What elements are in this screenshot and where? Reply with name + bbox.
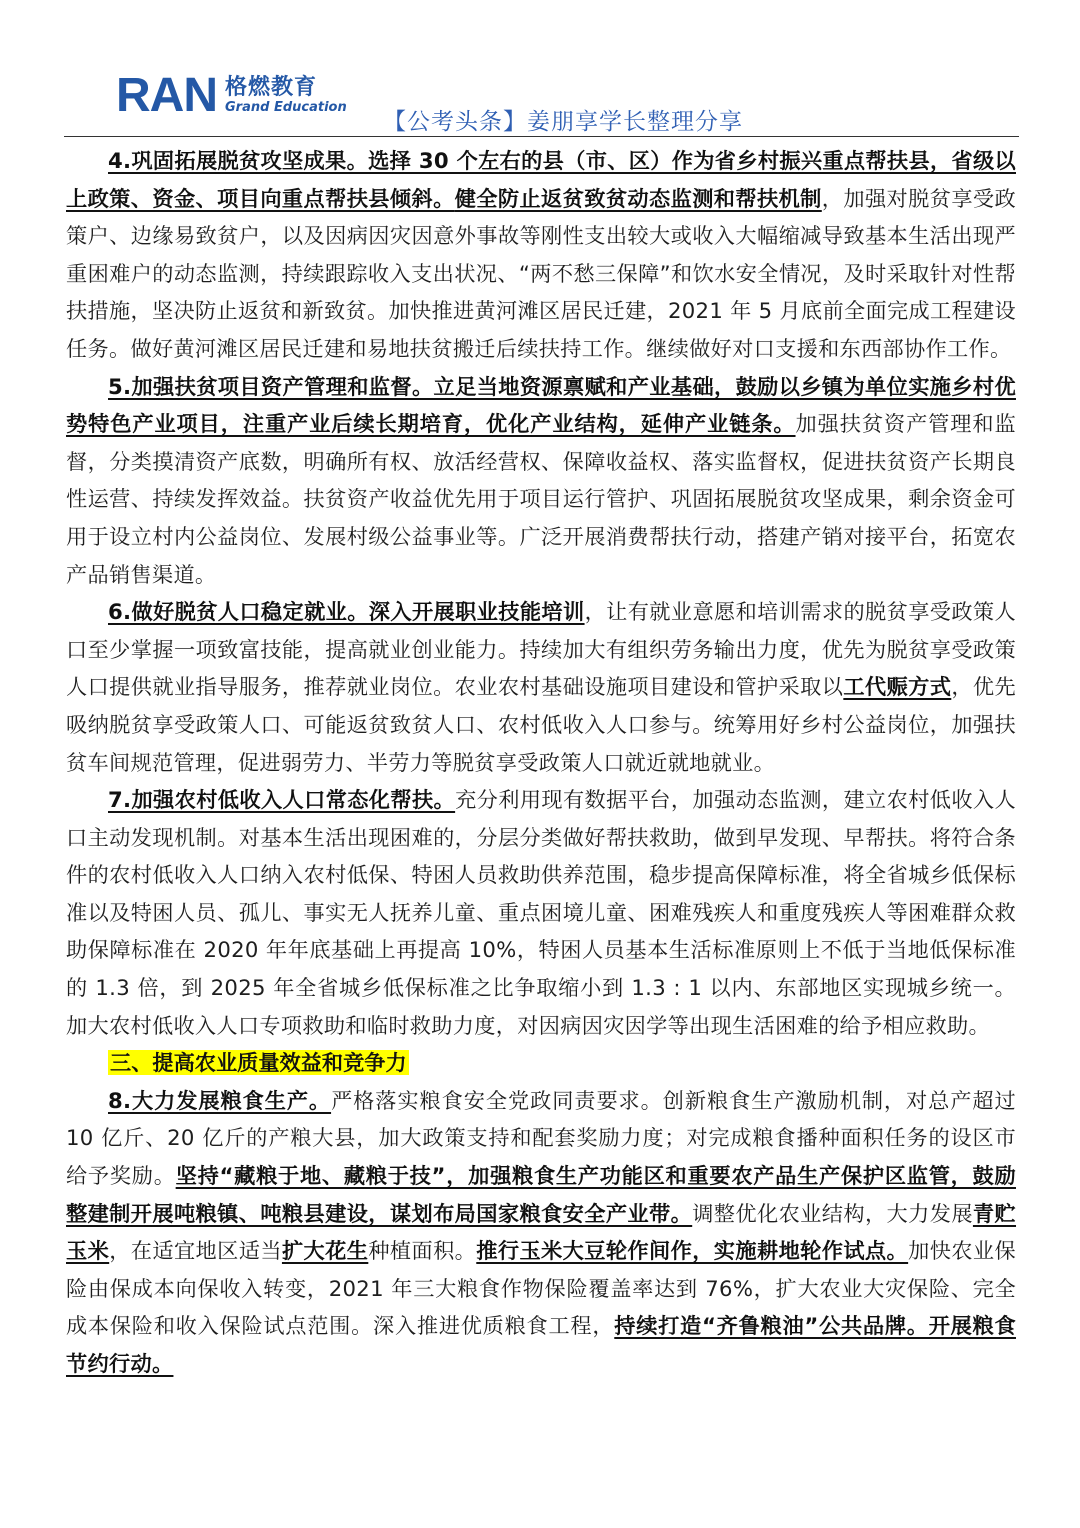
logo-wordmark: RAN xyxy=(116,69,217,122)
header-divider xyxy=(64,136,1019,137)
brand-logo xyxy=(116,69,347,122)
p5-bold-heading: 5.加强扶贫项目资产管理和监督。立足当地资源禀赋和产业基础，鼓励以乡镇为单位实施乡村优势特色产业项目，注重产业后续长期培育，优化产业结构，延伸产业链条。 xyxy=(66,373,1016,437)
p8-bold-grain-policy: 坚持“藏粮于地、藏粮于技”，加强粮食生产功能区和重要农产品生产保护区监管，鼓励整建制开展吨粮镇、吨粮县建设，谋划布局国家粮食安全产业带。 xyxy=(66,1163,1016,1226)
p8-text-a: 严格落实粮食安全党政同责要求。创新粮食生产激励机制，对总产超过 10 亿斤、20 亿斤的产粮大县，加大政策支持和配套奖励力度；对完成粮食播种面积任务的设区市给予奖励。 xyxy=(66,1087,1016,1189)
p8-text-b: 调整优化农业结构，大力发展 xyxy=(692,1200,973,1226)
p6-bold-work-relief: 工代赈方式 xyxy=(843,674,952,700)
p4-bold-heading: 4.巩固拓展脱贫攻坚成果。选择 30 个左右的县（市、区）作为省乡村振兴重点帮扶县，省级以上政策、资金、项目向重点帮扶县倾斜。 xyxy=(66,148,1016,211)
p8-text-c: ，在适宜地区适当 xyxy=(109,1238,282,1264)
p4-bold-mechanism: 健全防止返贫致贫动态监测和帮扶机制 xyxy=(454,185,822,211)
p7-bold-heading: 7.加强农村低收入人口常态化帮扶。 xyxy=(108,787,456,813)
p8-bold-peanut: 扩大花生 xyxy=(281,1238,369,1264)
p8-text-e: 加快农业保险由保成本向保收入转变，2021 年三大粮食作物保险覆盖率达到 76%，扩大农业大灾保险、完全成本保险和收入保险试点范围。深入推进优质粮食工程， xyxy=(66,1238,1016,1339)
p4-text: ，加强对脱贫享受政策户、边缘易致贫户，以及因病因灾因意外事故等刚性支出较大或收入大幅缩减导致基本生活出现严重困难户的动态监测，持续跟踪收入支出状况、“两不愁三保障”和饮水安全情况，及时采取针对性帮扶措施，坚决防止返贫和新致贫。加快推进黄河滩区居民迁建，2021 年 5 月底前全面完成工程建设任务。做好黄河滩区居民迁建和易地扶贫搬迁后续扶持工作。继续做好对口支援和东西部协作工作。 xyxy=(66,185,1017,361)
paragraph-4 xyxy=(66,142,1016,368)
paragraph-8 xyxy=(66,1082,1016,1383)
p5-text: 加强扶贫资产管理和监督，分类摸清资产底数，明确所有权、放活经营权、保障收益权、落实监督权，促进扶贫资产长期良性运营、持续发挥效益。扶贫资产收益优先用于项目运行管护、巩固拓展脱贫攻坚成果，剩余资金可用于设立村内公益岗位、发展村级公益事业等。广泛开展消费帮扶行动，搭建产销对接平台，拓宽农产品销售渠道。 xyxy=(66,411,1016,587)
page-header xyxy=(0,0,1080,140)
logo-chinese-name: 格燃教育 xyxy=(225,75,318,100)
section-3-title: 三、提高农业质量效益和竞争力 xyxy=(110,1050,407,1076)
header-tagline: 【公考头条】姜朋享学长整理分享 xyxy=(383,109,743,135)
paragraph-7 xyxy=(66,781,1016,1044)
paragraph-5 xyxy=(66,368,1016,594)
p8-bold-brand: 持续打造“齐鲁粮油”公共品牌。开展粮食节约行动。 xyxy=(66,1313,1016,1376)
document-body xyxy=(66,142,1016,1383)
section-heading-3 xyxy=(66,1044,1016,1082)
paragraph-6 xyxy=(66,593,1016,781)
p8-bold-silage-corn: 青贮玉米 xyxy=(66,1200,1017,1264)
p6-text-b: ，优先吸纳脱贫享受政策人口、可能返贫致贫人口、农村低收入人口参与。统筹用好乡村公益岗位，加强扶贫车间规范管理，促进弱劳力、半劳力等脱贫享受政策人口就近就地就业。 xyxy=(66,674,1016,775)
p8-bold-heading: 8.大力发展粮食生产。 xyxy=(108,1087,332,1113)
p8-text-d: 种植面积。 xyxy=(368,1238,477,1264)
p7-text: 充分利用现有数据平台，加强动态监测，建立农村低收入人口主动发现机制。对基本生活出现困难的，分层分类做好帮扶救助，做到早发现、早帮扶。将符合条件的农村低收入人口纳入农村低保、特困人员救助供养范围，稳步提高保障标准，将全省城乡低保标准以及特困人员、孤儿、事实无人抚养儿童、重点困境儿童、困难残疾人和重度残疾人等困难群众救助保障标准在 2020 年年底基础上再提高 10%，特困人员基本生活标准原则上不低于当地低保标准的 1.3 倍，到 2025 年全省城乡低保标准之比争取缩小到 1.3 : 1 以内、东部地区实现城乡统一。加大农村低收入人口专项救助和临时救助力度，对因病因灾因学等出现生活困难的给予相应救助。 xyxy=(66,787,1016,1038)
p8-bold-rotation: 推行玉米大豆轮作间作，实施耕地轮作试点。 xyxy=(476,1238,909,1264)
logo-text xyxy=(225,76,347,116)
p6-bold-heading: 6.做好脱贫人口稳定就业。深入开展职业技能培训 xyxy=(108,599,585,625)
p6-text-a: ，让有就业意愿和培训需求的脱贫享受政策人口至少掌握一项致富技能，提高就业创业能力。持续加大有组织劳务输出力度，优先为脱贫享受政策人口提供就业指导服务，推荐就业岗位。农业农村基础设施项目建设和管护采取以 xyxy=(66,599,1016,700)
logo-english-name: Grand Education xyxy=(225,100,347,115)
